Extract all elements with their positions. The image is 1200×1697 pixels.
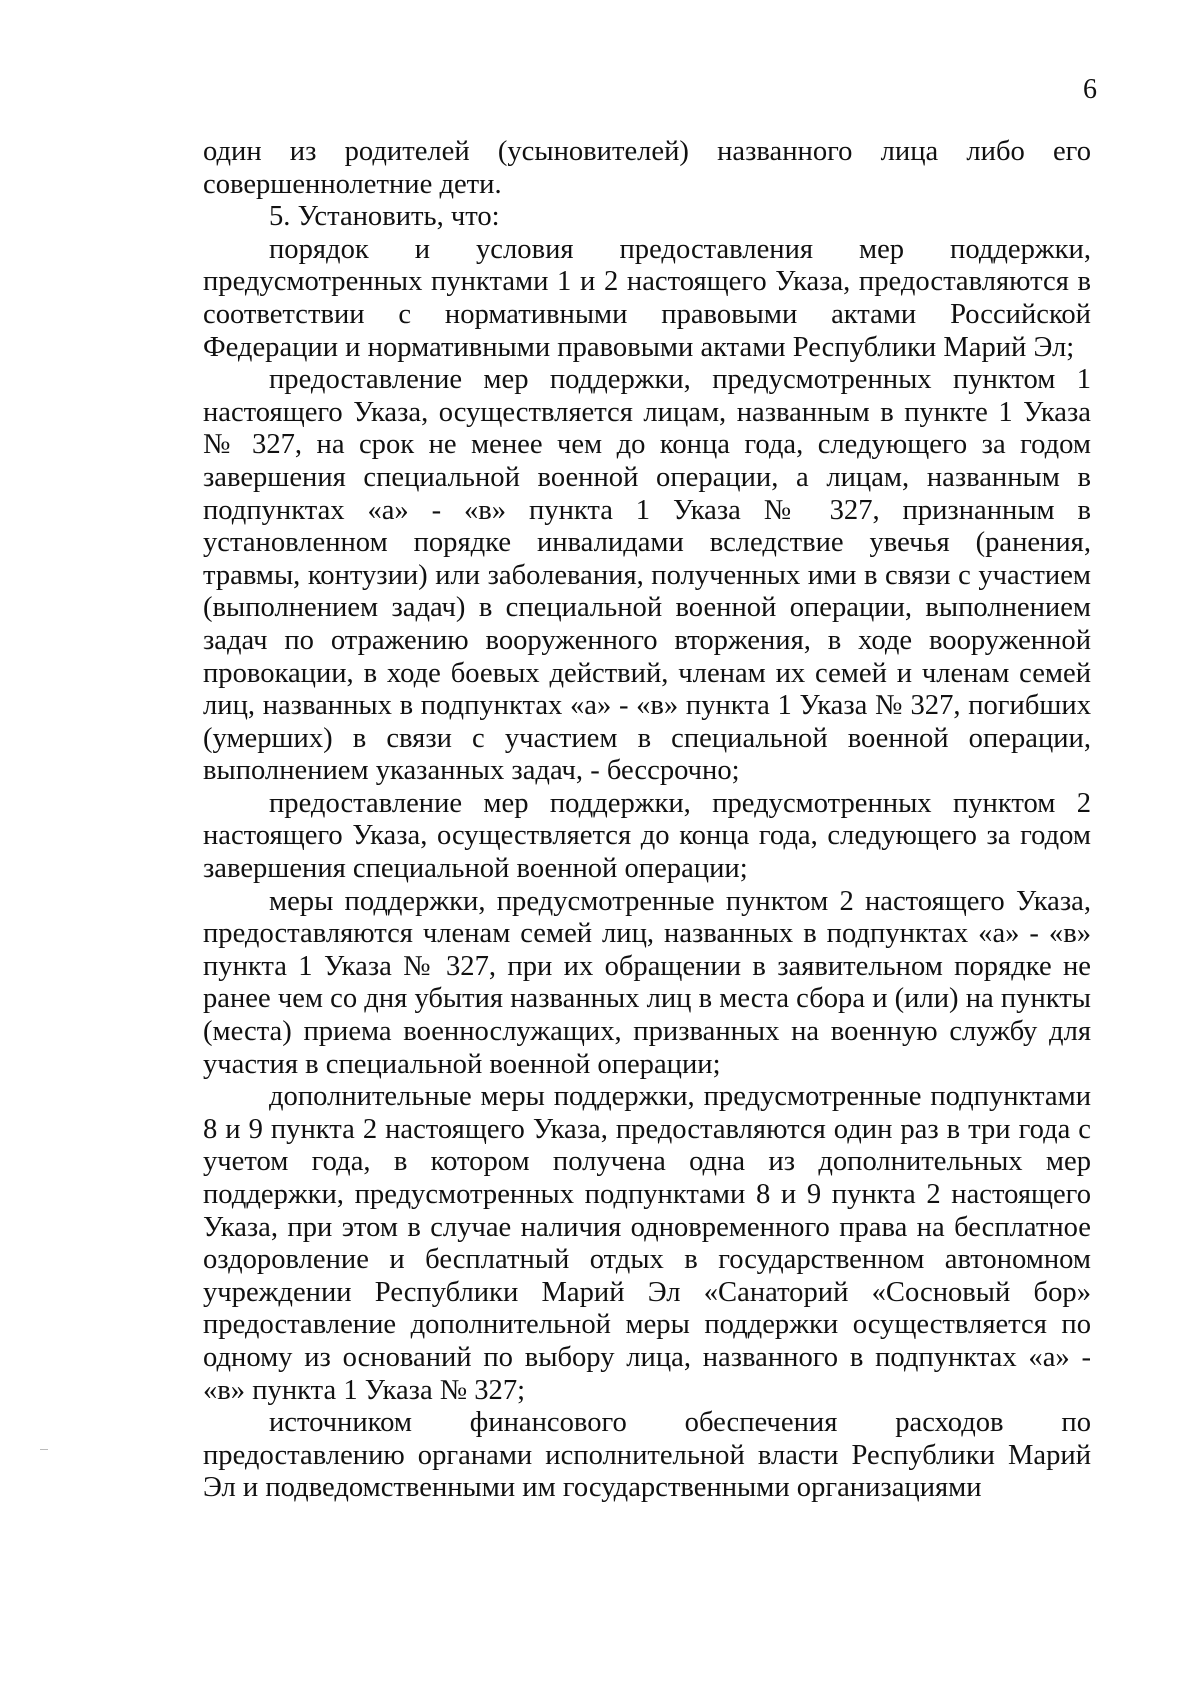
- paragraph-support-procedure: порядок и условия предоставления мер поддержки, предусмотренных пунктами 1 и 2 настоящего Указа, предоставляются в соответствии с нормативными правовыми актами Российской Федерации и нормативными правовыми актами Республики Марий Эл;: [203, 233, 1091, 363]
- paragraph-clause-5-heading: 5. Установить, что:: [269, 201, 500, 233]
- paragraph-item-2-term: предоставление мер поддержки, предусмотренных пунктом 2 настоящего Указа, осуществляется до конца года, следующего за годом завершения специальной военной операции;: [203, 787, 1091, 885]
- paragraph-additional-measures: дополнительные меры поддержки, предусмотренные подпунктами 8 и 9 пункта 2 настоящего Указа, предоставляются один раз в три года с учетом года, в котором получена одна из дополнительных мер поддержки, предусмотренных подпунктами 8 и 9 пункта 2 настоящего Указа, при этом в случае наличия одновременного права на бесплатное оздоровление и бесплатный отдых в государственном автономном учреждении Республики Марий Эл «Санаторий «Сосновый бор» предоставление дополнительной меры поддержки осуществляется по одному из оснований по выбору лица, названного в подпунктах «а» - «в» пункта 1 Указа № 327;: [203, 1081, 1091, 1406]
- paragraph-item-1-term: предоставление мер поддержки, предусмотренных пунктом 1 настоящего Указа, осуществляется лицам, названным в пункте 1 Указа № 327, на срок не менее чем до конца года, следующего за годом завершения специальной военной операции, а лицам, названным в подпунктах «а» - «в» пункта 1 Указа № 327, признанным в установленном порядке инвалидами вследствие увечья (ранения, травмы, контузии) или заболевания, полученных ими в связи с участием (выполнением задач) в специальной военной операции, выполнением задач по отражению вооруженного вторжения, в ходе вооруженной провокации, в ходе боевых действий, членам их семей и членам семей лиц, названных в подпунктах «а» - «в» пункта 1 Указа № 327, погибших (умерших) в связи с участием в специальной военной операции, выполнением указанных задач, - бессрочно;: [203, 364, 1091, 787]
- document-body: [203, 136, 1091, 1505]
- paragraph-family-members: меры поддержки, предусмотренные пунктом 2 настоящего Указа, предоставляются членам семей лиц, названных в подпунктах «а» - «в» пункта 1 Указа № 327, при их обращении в заявительном порядке не ранее чем со дня убытия названных лиц в места сбора и (или) на пункты (места) приема военнослужащих, призванных на военную службу для участия в специальной военной операции;: [203, 885, 1091, 1080]
- scan-margin-mark: [40, 1449, 48, 1450]
- paragraph-financing-source: источником финансового обеспечения расходов по предоставлению органами исполнительной власти Республики Марий Эл и подведомственными им государственными организациями: [203, 1407, 1091, 1504]
- page-number: 6: [1083, 74, 1097, 105]
- paragraph-continuation: один из родителей (усыновителей) названного лица либо его совершеннолетние дети.: [203, 136, 1091, 200]
